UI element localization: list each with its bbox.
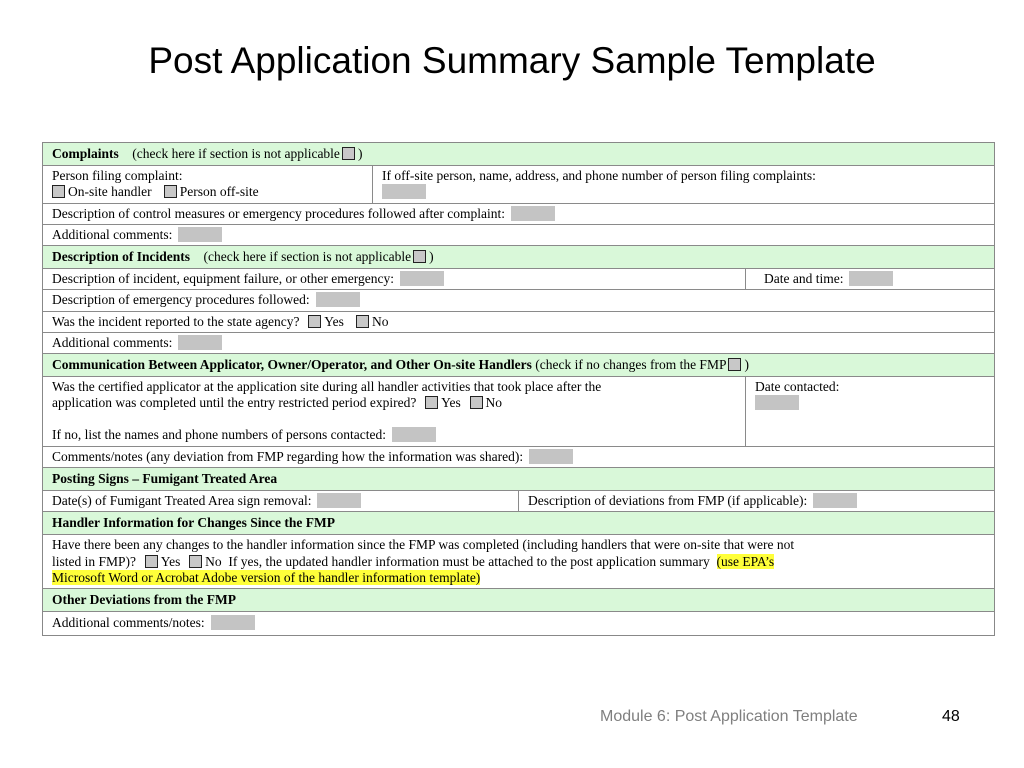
applicator-yes-label: Yes — [441, 395, 461, 411]
applicator-yes-checkbox[interactable] — [425, 396, 438, 409]
slide-title: Post Application Summary Sample Template — [148, 40, 876, 81]
date-time-field[interactable] — [849, 271, 893, 286]
if-no-contacts-field[interactable] — [392, 427, 436, 442]
other-deviations-comments-label: Additional comments/notes: — [52, 615, 205, 631]
person-offsite-checkbox[interactable] — [164, 185, 177, 198]
handler-changes-no-checkbox[interactable] — [189, 555, 202, 568]
slide-footer: Module 6: Post Application Template — [600, 708, 858, 725]
control-measures-field[interactable] — [511, 206, 555, 221]
communication-comments-field[interactable] — [529, 449, 573, 464]
sign-removal-label: Date(s) of Fumigant Treated Area sign removal: — [52, 493, 312, 508]
incidents-header: Description of Incidents — [52, 248, 190, 264]
complaints-comments-label: Additional comments: — [52, 226, 173, 242]
complaints-comments-row — [43, 224, 994, 245]
incidents-close-paren: ) — [429, 248, 434, 264]
complaints-na-checkbox[interactable] — [342, 147, 355, 160]
incidents-comments-row — [43, 332, 994, 353]
handler-info-line1: Have there been any changes to the handler information since the FMP was completed (including handlers that were on-site that were not — [52, 537, 795, 553]
reported-no-checkbox[interactable] — [356, 315, 369, 328]
reported-yes-label: Yes — [324, 313, 344, 329]
onsite-handler-label: On-site handler — [68, 184, 152, 200]
incidents-comments-field[interactable] — [178, 335, 222, 350]
posting-deviations-label: Description of deviations from FMP (if applicable): — [528, 493, 808, 508]
communication-no-change-checkbox[interactable] — [728, 358, 741, 371]
complaints-comments-field[interactable] — [178, 227, 222, 242]
reported-label: Was the incident reported to the state agency? — [52, 313, 300, 329]
if-no-contacts-label: If no, list the names and phone numbers of persons contacted: — [52, 427, 387, 443]
incidents-na-text: (check here if section is not applicable — [203, 248, 412, 264]
incident-desc-label: Description of incident, equipment failure, or other emergency: — [52, 271, 395, 287]
communication-comments-row — [43, 446, 994, 467]
other-deviations-comments-row — [43, 611, 994, 635]
handler-info-line2b: If yes, the updated handler information must be attached to the post application summary — [228, 553, 710, 569]
handler-info-row — [43, 534, 994, 588]
emergency-procedures-label: Description of emergency procedures followed: — [52, 292, 310, 308]
onsite-handler-checkbox[interactable] — [52, 185, 65, 198]
communication-header: Communication Between Applicator, Owner/Operator, and Other On-site Handlers — [52, 356, 532, 372]
offsite-info-label: If off-site person, name, address, and phone number of person filing complaints: — [382, 168, 816, 184]
incident-desc-field[interactable] — [400, 271, 444, 286]
applicator-question-line1: Was the certified applicator at the application site during all handler activities that took place after the — [52, 379, 602, 395]
reported-no-label: No — [371, 313, 389, 329]
date-time-label: Date and time: — [764, 271, 844, 287]
reported-row — [43, 311, 994, 332]
communication-comments-label: Comments/notes (any deviation from FMP regarding how the information was shared): — [52, 448, 524, 464]
date-contacted-field[interactable] — [755, 395, 799, 410]
complaints-header: Complaints — [52, 146, 119, 161]
emergency-procedures-row — [43, 289, 994, 310]
incidents-comments-label: Additional comments: — [52, 334, 173, 350]
handler-info-header-row — [43, 511, 994, 534]
control-measures-row — [43, 203, 994, 224]
posting-header: Posting Signs – Fumigant Treated Area — [52, 470, 278, 486]
handler-template-highlight-1: (use EPA’s — [716, 553, 775, 569]
applicator-no-label: No — [485, 395, 503, 411]
post-application-form — [42, 142, 995, 636]
applicator-question-line2: application was completed until the entry restricted period expired? — [52, 395, 417, 411]
posting-header-row — [43, 467, 994, 490]
sign-removal-row — [43, 490, 994, 511]
applicator-question-row — [43, 376, 994, 446]
handler-changes-yes-checkbox[interactable] — [145, 555, 158, 568]
person-offsite-label: Person off-site — [179, 184, 259, 200]
incidents-na-checkbox[interactable] — [413, 250, 426, 263]
emergency-procedures-field[interactable] — [316, 292, 360, 307]
offsite-info-field[interactable] — [382, 184, 426, 199]
handler-info-header: Handler Information for Changes Since the FMP — [52, 515, 335, 531]
handler-info-line2a: listed in FMP)? — [52, 553, 137, 569]
complaints-header-row — [43, 143, 994, 165]
complaints-na-text: (check here if section is not applicable — [132, 146, 340, 161]
complaints-close-paren: ) — [357, 146, 363, 161]
sign-removal-field[interactable] — [317, 493, 361, 508]
handler-template-highlight-2: Microsoft Word or Acrobat Adobe version of the handler information template) — [52, 569, 481, 585]
handler-changes-yes-label: Yes — [160, 553, 181, 569]
applicator-no-checkbox[interactable] — [470, 396, 483, 409]
date-contacted-label: Date contacted: — [755, 379, 840, 395]
page-number: 48 — [942, 708, 960, 725]
incident-desc-row — [43, 268, 994, 289]
person-filing-label: Person filing complaint: — [52, 168, 183, 184]
communication-check-text: (check if no changes from the FMP — [535, 356, 727, 372]
reported-yes-checkbox[interactable] — [308, 315, 321, 328]
communication-header-row — [43, 353, 994, 376]
other-deviations-comments-field[interactable] — [211, 615, 255, 630]
other-deviations-header: Other Deviations from the FMP — [52, 591, 236, 607]
communication-close-paren: ) — [744, 356, 749, 372]
person-filing-row — [43, 165, 994, 202]
other-deviations-header-row — [43, 588, 994, 611]
handler-changes-no-label: No — [205, 553, 222, 569]
control-measures-label: Description of control measures or emergency procedures followed after complaint: — [52, 205, 505, 221]
posting-deviations-field[interactable] — [813, 493, 857, 508]
incidents-header-row — [43, 245, 994, 268]
